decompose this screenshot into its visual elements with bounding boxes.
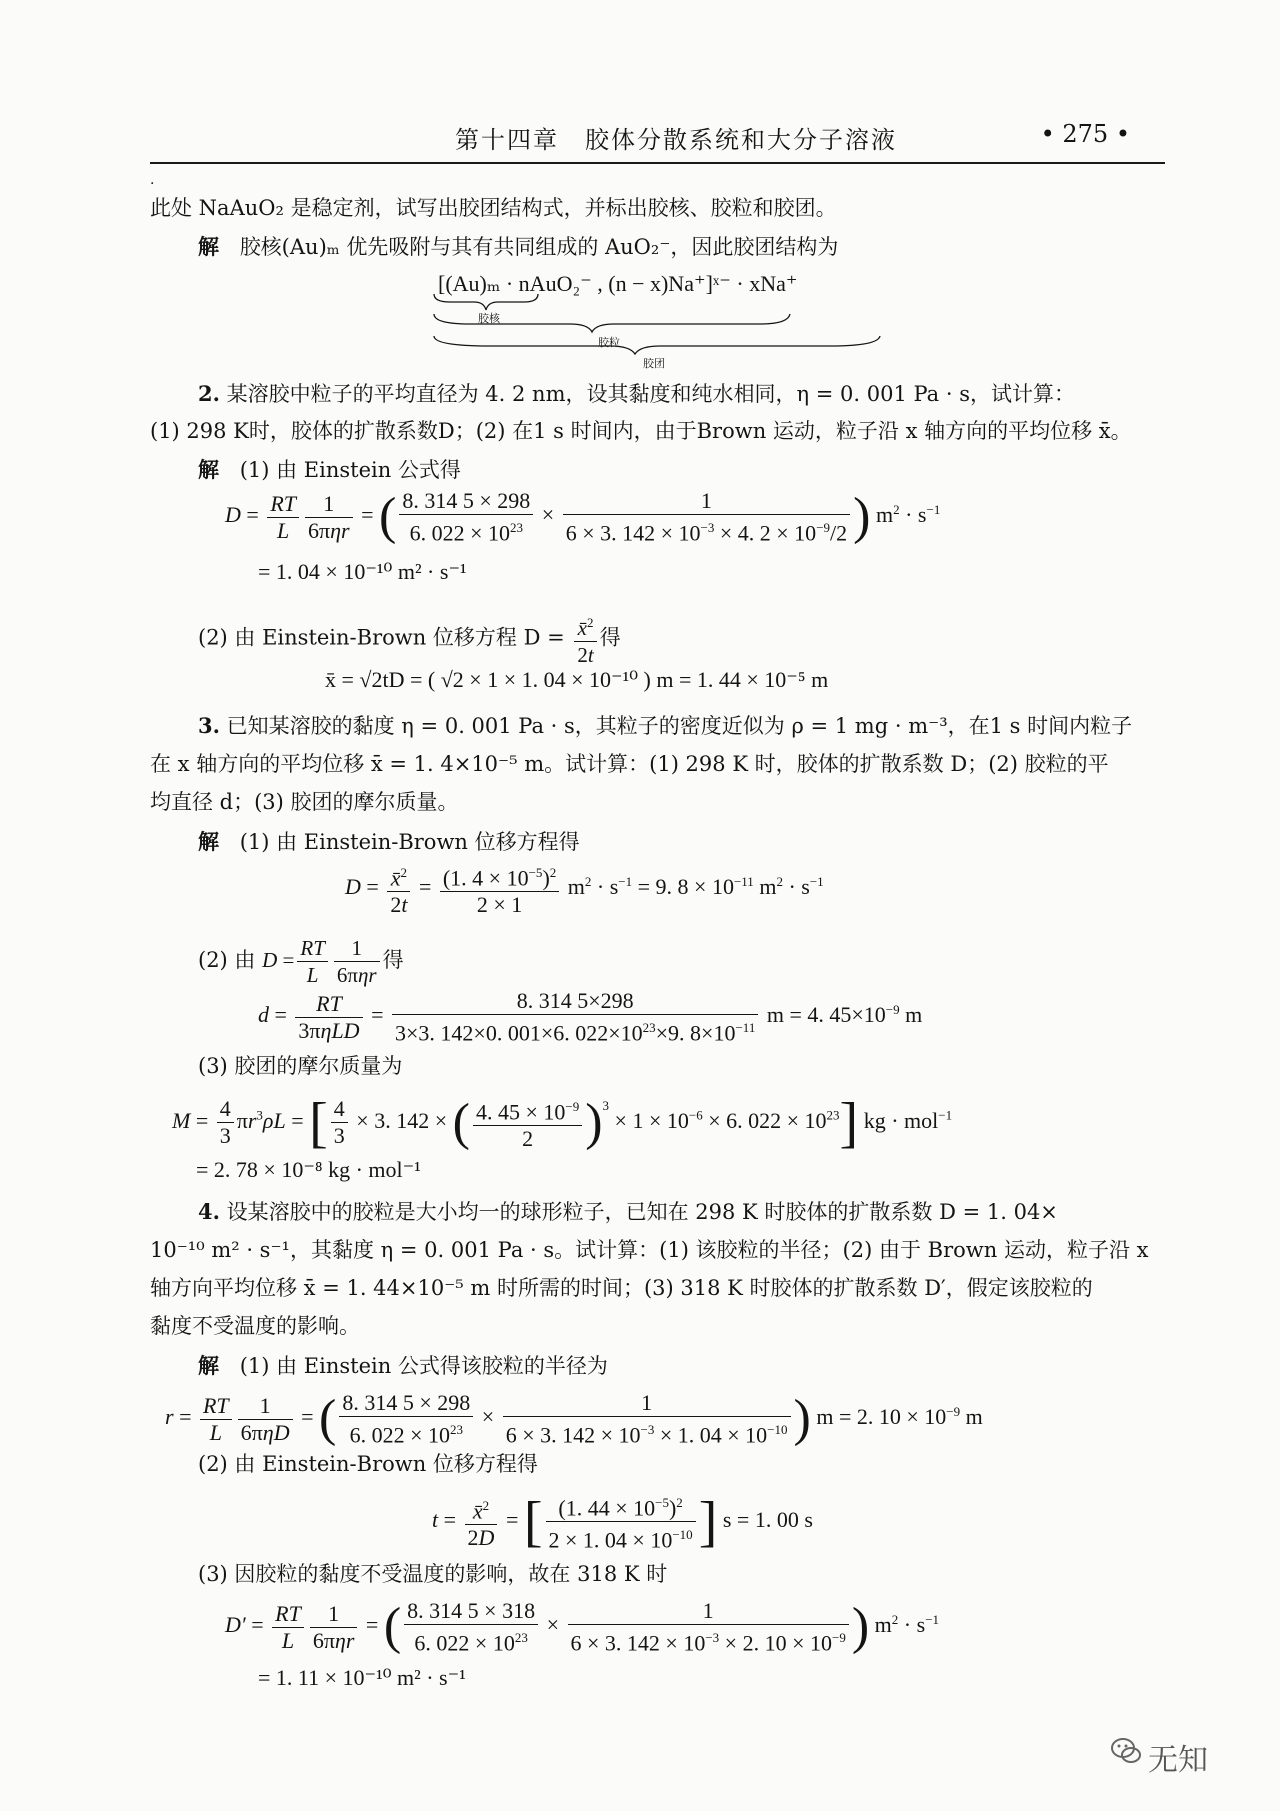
q2-line-1 <box>198 380 1075 408</box>
q2-equation-D: D = $\frac{RT}{L}$ 1 6πηr = ( $\frac{8. 314 5 \times 298}{6. 022 \times 10^{23}}$ × $\frac{1}{6 \times 3. 142 \times 10^{-3} \times 4. 2 \times 10^{-9}/2}$ ) $m^2 \cdot s^{-1}$ <box>225 488 941 546</box>
q2-sol-2: (2) 由 Einstein-Brown 位移方程 D = $\frac{x̄^2}{2t}$ 得 <box>198 610 621 668</box>
q4-equation-r: r = $\frac{RT}{L}$ 1 6πηD = ( $\frac{8. 314 5 \times 298}{6. 022 \times 10^{23}}$ × $\frac{1}{6 \times 3. 142 \times 10^{-3} \times 1. 04 \times 10^{-10}}$ ) m = 2. $10 \times 10^{-9}$ m <box>165 1390 983 1448</box>
q4-sol-1 <box>198 1352 608 1380</box>
q4-sol-3: (3) 因胶粒的黏度不受温度的影响，故在 318 K 时 <box>198 1562 668 1586</box>
watermark-text: 无知 <box>1148 1743 1208 1778</box>
micelle-braces <box>430 292 890 362</box>
page-number: • 275 • <box>1040 120 1130 148</box>
q4-equation-D-prime: D′ = $\frac{RT}{L}$ 1 6πηr = ( $\frac{8. 314 5 \times 318}{6. 022 \times 10^{23}}$ × $\frac{1}{6 \times 3. 142 \times 10^{-3} \times 2. 10 \times 10^{-9}}$ ) $m^2 \cdot s^{-1}$ <box>225 1598 940 1656</box>
q4-line-3: 轴方向平均位移 x̄ = 1. 44×10⁻⁵ m 时所需的时间；(3) 318 K 时胶体的扩散系数 D′，假定该胶粒的 <box>150 1276 1093 1300</box>
q3-line-3: 均直径 d；(3) 胶团的摩尔质量。 <box>150 790 459 814</box>
solution-label: 解 <box>198 1353 219 1378</box>
q3-sol-2-end: 得 <box>382 948 404 972</box>
q2-result-D: = 1. 04 × 10⁻¹⁰ m² · s⁻¹ <box>258 559 467 584</box>
q3-equation-d: d = RT 3πηLD = $\frac{8. 314 5\times 298}{3\times 3. 142\times 0. 001\times 6. 022\times 10^{23}\times 9. 8\times 10^{-11}}$ m = 4. $45\times 10^{-9}$ m <box>258 988 923 1046</box>
chapter-title: 第十四章 胶体分散系统和大分子溶液 <box>455 126 897 154</box>
q3-equation-M: M = $\frac{4}{3}$ $\pi r^3\rho L$ = [ $\frac{4}{3}$ × 3. 142 × ( $\frac{4. 45 \times 10^{-9}}{2}$ )$^3 \times 1 \times 10^{-6} \times 6$. $022 \times 10^{23}$] kg · mol$^{-1}$ <box>172 1091 953 1154</box>
q1-solution-text: 胶核(Au)ₘ 优先吸附与其有共同组成的 AuO₂⁻，因此胶团结构为 <box>239 235 839 259</box>
q3-sol-1 <box>198 828 580 856</box>
q3-sol-3: (3) 胶团的摩尔质量为 <box>198 1054 403 1078</box>
q2-sol-2-end: 得 <box>599 625 621 650</box>
q4-sol-2: (2) 由 Einstein-Brown 位移方程得 <box>198 1452 538 1476</box>
solution-label: 解 <box>198 234 219 259</box>
q3-line-1 <box>198 712 1132 740</box>
q1-solution-line <box>198 233 838 261</box>
q4-line-2: 10⁻¹⁰ m² · s⁻¹，其黏度 η = 0. 001 Pa · s。试计算：(1) 该胶粒的半径；(2) 由于 Brown 运动，粒子沿 x <box>150 1238 1149 1262</box>
q3-result-M: = 2. 78 × 10⁻⁸ kg · mol⁻¹ <box>196 1157 421 1182</box>
q2-sol-1-text: (1) 由 Einstein 公式得 <box>239 458 461 482</box>
q3-sol-2-text: (2) 由 <box>198 948 256 972</box>
q1-text-line: 此处 NaAuO₂ 是稳定剂，试写出胶团结构式，并标出胶核、胶粒和胶团。 <box>150 196 837 220</box>
wechat-icon <box>1110 1736 1142 1766</box>
label-particle: 胶粒 <box>598 336 620 349</box>
q4-result-D-prime: = 1. 11 × 10⁻¹⁰ m² · s⁻¹ <box>258 1665 466 1690</box>
solution-label: 解 <box>198 829 219 854</box>
label-core: 胶核 <box>478 312 500 325</box>
q3-text-1: 已知某溶胶的黏度 η = 0. 001 Pa · s，其粒子的密度近似为 ρ = 1 mg · m⁻³，在1 s 时间内粒子 <box>226 714 1133 738</box>
q2-equation-x: x̄ = √2tD = ( √2 × 1 × 1. 04 × 10⁻¹⁰ ) m = 1. 44 × 10⁻⁵ m <box>325 667 829 692</box>
q3-number: 3. <box>198 713 220 738</box>
q3-line-2: 在 x 轴方向的平均位移 x̄ = 1. 4×10⁻⁵ m。试计算：(1) 298 K 时，胶体的扩散系数 D；(2) 胶粒的平 <box>150 752 1109 776</box>
q4-sol-1-text: (1) 由 Einstein 公式得该胶粒的半径为 <box>239 1354 608 1378</box>
q4-text-1: 设某溶胶中的胶粒是大小均一的球形粒子，已知在 298 K 时胶体的扩散系数 D = 1. 04× <box>226 1200 1058 1224</box>
q3-sol-2: (2) 由 D = $\frac{RT}{L}$ 1 6πηr 得 <box>198 936 404 987</box>
header-rule <box>150 162 1165 164</box>
q3-equation-D: D = $\frac{x̄^2}{2t}$ = $\frac{(1. 4 \times 10^{-5})^2}{2 \times 1}$ $m^2 \cdot s^{-1} = 9$. $8 \times 10^{-11}$ $m^2 \cdot s^{-1}$ <box>345 860 824 918</box>
stray-mark: · <box>150 176 155 192</box>
micelle-formula: [(Au)ₘ · nAuO₂⁻ , (n − x)Na⁺]ˣ⁻ · xNa⁺ <box>438 271 798 296</box>
label-micelle: 胶团 <box>643 357 665 370</box>
q2-line-2: (1) 298 K时，胶体的扩散系数D；(2) 在1 s 时间内，由于Brown 运动，粒子沿 x 轴方向的平均位移 x̄。 <box>150 419 1132 443</box>
q4-equation-t: t = $\frac{x̄^2}{2D}$ = [ $\frac{(1. 44 \times 10^{-5})^2}{2 \times 1. 04 \times 10^{-10}}$ ] s = 1. 00 s <box>432 1490 813 1553</box>
solution-label: 解 <box>198 457 219 482</box>
q2-sol-2-text: (2) 由 Einstein-Brown 位移方程 D = <box>198 625 565 650</box>
q4-line-4: 黏度不受温度的影响。 <box>150 1314 360 1338</box>
q3-sol-1-text: (1) 由 Einstein-Brown 位移方程得 <box>239 830 580 854</box>
q2-sol-1 <box>198 456 461 484</box>
q2-number: 2. <box>198 381 220 406</box>
q4-number: 4. <box>198 1199 220 1224</box>
q2-text-1: 某溶胶中粒子的平均直径为 4. 2 nm，设其黏度和纯水相同，η = 0. 001 Pa · s，试计算： <box>226 382 1075 406</box>
q4-line-1 <box>198 1198 1058 1226</box>
